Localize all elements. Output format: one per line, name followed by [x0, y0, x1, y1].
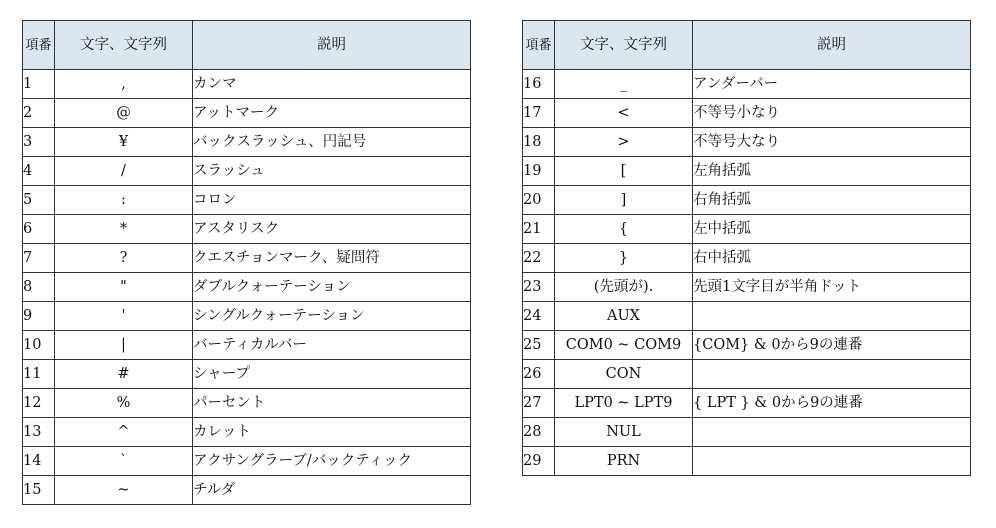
- row-description: [693, 302, 971, 331]
- right-reserved-char-table: [522, 20, 971, 476]
- table-row: [523, 331, 971, 360]
- row-number: 18: [523, 128, 555, 157]
- table-row: [523, 215, 971, 244]
- header-desc: 説明: [193, 21, 471, 70]
- row-char: ?: [55, 244, 193, 273]
- table-row: [23, 447, 471, 476]
- row-description: バックスラッシュ、円記号: [193, 128, 471, 157]
- row-number: 21: [523, 215, 555, 244]
- row-number: 27: [523, 389, 555, 418]
- row-char: NUL: [555, 418, 693, 447]
- row-char: *: [55, 215, 193, 244]
- row-number: 23: [523, 273, 555, 302]
- row-number: 24: [523, 302, 555, 331]
- row-description: スラッシュ: [193, 157, 471, 186]
- row-char: |: [55, 331, 193, 360]
- row-description: ダブルクォーテーション: [193, 273, 471, 302]
- row-description: チルダ: [193, 476, 471, 505]
- row-char: CON: [555, 360, 693, 389]
- row-description: アクサングラーブ/バックティック: [193, 447, 471, 476]
- row-description: パーセント: [193, 389, 471, 418]
- row-description: アンダーバー: [693, 70, 971, 99]
- row-description: バーティカルバー: [193, 331, 471, 360]
- row-description: 右角括弧: [693, 186, 971, 215]
- row-description: カンマ: [193, 70, 471, 99]
- row-number: 12: [23, 389, 55, 418]
- row-char: >: [555, 128, 693, 157]
- left-reserved-char-table: [22, 20, 471, 505]
- row-char: ¥: [55, 128, 193, 157]
- table-row: [523, 273, 971, 302]
- row-description: アスタリスク: [193, 215, 471, 244]
- table-row: [23, 215, 471, 244]
- table-row: [23, 476, 471, 505]
- row-char: <: [555, 99, 693, 128]
- table-row: [23, 360, 471, 389]
- row-char: ^: [55, 418, 193, 447]
- row-description: 先頭1文字目が半角ドット: [693, 273, 971, 302]
- table-row: [23, 128, 471, 157]
- row-number: 16: [523, 70, 555, 99]
- row-char: @: [55, 99, 193, 128]
- row-char: ': [55, 302, 193, 331]
- row-char: PRN: [555, 447, 693, 476]
- table-row: [23, 389, 471, 418]
- row-char: ~: [55, 476, 193, 505]
- header-index: 項番: [523, 21, 555, 70]
- row-number: 5: [23, 186, 55, 215]
- row-number: 22: [523, 244, 555, 273]
- row-number: 8: [23, 273, 55, 302]
- row-char: LPT0 ~ LPT9: [555, 389, 693, 418]
- row-description: [693, 418, 971, 447]
- row-char: _: [555, 70, 693, 99]
- row-number: 28: [523, 418, 555, 447]
- row-number: 14: [23, 447, 55, 476]
- row-description: 不等号小なり: [693, 99, 971, 128]
- row-char: ": [55, 273, 193, 302]
- right-table-body: [523, 70, 971, 476]
- table-row: [23, 331, 471, 360]
- row-number: 4: [23, 157, 55, 186]
- row-number: 11: [23, 360, 55, 389]
- header-index: 項番: [23, 21, 55, 70]
- table-header-row: [523, 21, 971, 70]
- row-number: 10: [23, 331, 55, 360]
- table-row: [523, 447, 971, 476]
- table-row: [523, 418, 971, 447]
- row-char: }: [555, 244, 693, 273]
- row-description: 左角括弧: [693, 157, 971, 186]
- row-char: #: [55, 360, 193, 389]
- row-char: `: [55, 447, 193, 476]
- table-row: [23, 302, 471, 331]
- table-row: [523, 302, 971, 331]
- row-description: { LPT } & 0から9の連番: [693, 389, 971, 418]
- row-char: /: [55, 157, 193, 186]
- row-char: %: [55, 389, 193, 418]
- row-char: AUX: [555, 302, 693, 331]
- row-number: 15: [23, 476, 55, 505]
- row-number: 9: [23, 302, 55, 331]
- table-row: [523, 128, 971, 157]
- table-row: [23, 273, 471, 302]
- row-description: コロン: [193, 186, 471, 215]
- row-number: 3: [23, 128, 55, 157]
- row-number: 17: [523, 99, 555, 128]
- table-row: [523, 186, 971, 215]
- header-char: 文字、文字列: [55, 21, 193, 70]
- row-char: ]: [555, 186, 693, 215]
- table-row: [523, 70, 971, 99]
- left-table-body: [23, 70, 471, 505]
- row-number: 6: [23, 215, 55, 244]
- row-number: 2: [23, 99, 55, 128]
- table-row: [523, 157, 971, 186]
- row-number: 25: [523, 331, 555, 360]
- header-char: 文字、文字列: [555, 21, 693, 70]
- table-row: [23, 157, 471, 186]
- table-row: [23, 186, 471, 215]
- table-row: [23, 70, 471, 99]
- row-description: 右中括弧: [693, 244, 971, 273]
- row-number: 1: [23, 70, 55, 99]
- row-char: [: [555, 157, 693, 186]
- row-char: {: [555, 215, 693, 244]
- table-row: [23, 244, 471, 273]
- row-description: シングルクォーテーション: [193, 302, 471, 331]
- table-header-row: [23, 21, 471, 70]
- row-number: 26: [523, 360, 555, 389]
- row-description: [693, 447, 971, 476]
- row-description: カレット: [193, 418, 471, 447]
- table-row: [23, 418, 471, 447]
- row-number: 29: [523, 447, 555, 476]
- table-row: [523, 244, 971, 273]
- header-desc: 説明: [693, 21, 971, 70]
- table-row: [523, 360, 971, 389]
- row-number: 13: [23, 418, 55, 447]
- row-description: クエスチョンマーク、疑問符: [193, 244, 471, 273]
- row-char: (先頭が).: [555, 273, 693, 302]
- row-description: アットマーク: [193, 99, 471, 128]
- table-row: [523, 99, 971, 128]
- row-description: 左中括弧: [693, 215, 971, 244]
- row-number: 7: [23, 244, 55, 273]
- row-char: :: [55, 186, 193, 215]
- row-number: 20: [523, 186, 555, 215]
- row-description: {COM} & 0から9の連番: [693, 331, 971, 360]
- table-row: [523, 389, 971, 418]
- row-description: シャープ: [193, 360, 471, 389]
- row-description: 不等号大なり: [693, 128, 971, 157]
- table-row: [23, 99, 471, 128]
- row-char: COM0 ~ COM9: [555, 331, 693, 360]
- row-number: 19: [523, 157, 555, 186]
- row-char: ,: [55, 70, 193, 99]
- row-description: [693, 360, 971, 389]
